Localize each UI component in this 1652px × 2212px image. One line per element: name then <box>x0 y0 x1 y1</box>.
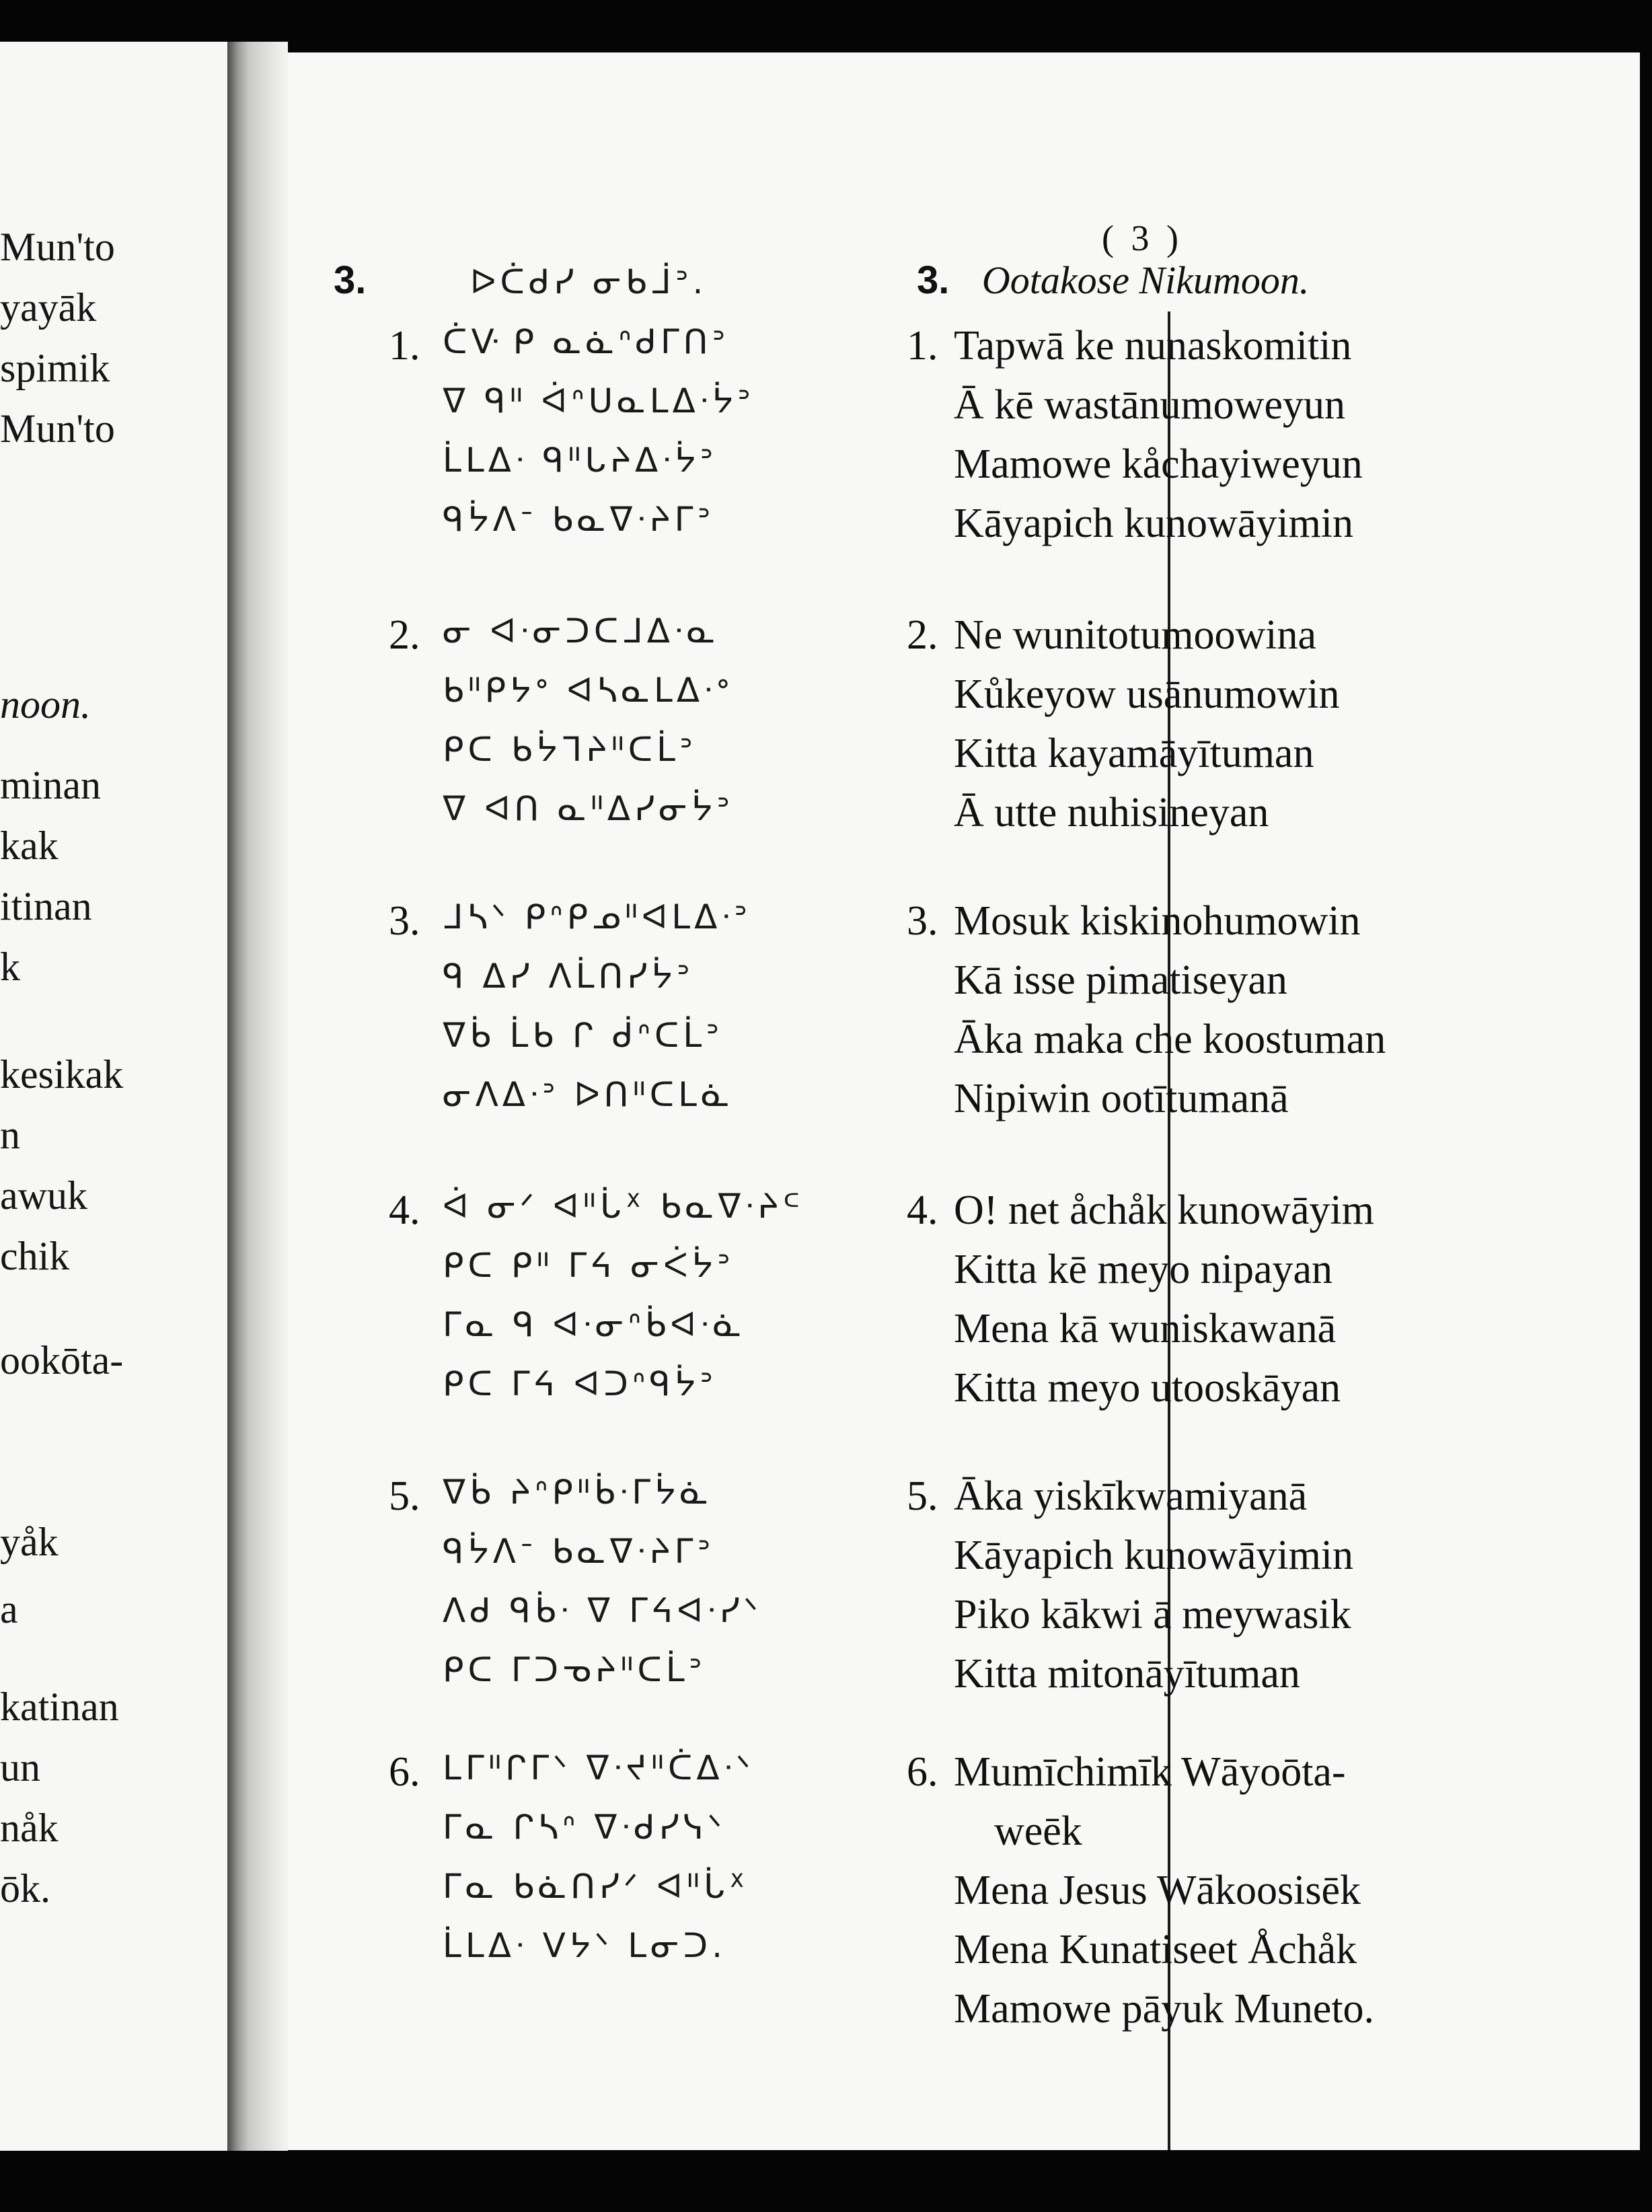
syllabic-verse-line: ᒥᓇ ᑲᓈᑎᓯᐟ ᐊᐦᒑᕽ <box>443 1867 749 1906</box>
roman-verse-line: Piko kākwi ā meywasik <box>954 1592 1351 1637</box>
left-page-line: nåk <box>0 1806 59 1850</box>
left-page-line: noon. <box>0 682 91 727</box>
syllabic-verse-line: ᑭᑕ ᑲᔮᒣᔨᐦᑕᒫᐣ <box>443 730 697 769</box>
roman-heading-title: Ootakose Nikumoon. <box>981 258 1310 302</box>
syllabic-verse-line: ᑲᐦᑭᔭᐤ ᐊᓴᓇᒪᐃᐧᐤ <box>443 671 734 710</box>
roman-verse-line: Mena kā wuniskawanā <box>954 1306 1337 1352</box>
roman-verse-line: Mena Kunatiseet Åchåk <box>954 1927 1357 1973</box>
syllabic-verse-line: ᓂᐱᐃᐧᐣ ᐅᑎᐦᑕᒪᓈ <box>443 1075 734 1114</box>
roman-verse-number: 2. <box>907 612 938 658</box>
syllabic-verse-line: ᐋ ᓂᐟ ᐊᐦᒑᕽ ᑲᓇᐁᐧᔨᒼ <box>443 1187 804 1226</box>
roman-verse-line: Ā utte nuhisineyan <box>954 790 1269 836</box>
syllabic-verse-line: ᑖᐻ ᑭ ᓇᓈᐢᑯᒥᑎᐣ <box>443 322 730 361</box>
syllabic-verse-line: ᒧᓴᐠ ᑭᐢᑭᓄᐦᐊᒪᐃᐧᐣ <box>443 897 751 936</box>
syllabic-verse-number: 4. <box>389 1187 420 1233</box>
roman-verse-line: Mena Jesus Wākoosisēk <box>954 1868 1361 1913</box>
roman-verse-line: Mamowe kåchayiweyun <box>954 441 1363 487</box>
left-page-line: yåk <box>0 1520 59 1564</box>
syllabic-verse-line: ᒫᒪᐃᐧ ᐯᔭᐠ ᒪᓂᑐ. <box>443 1926 727 1965</box>
syllabic-verse-line: ᒫᒪᐃᐧ ᑫᐦᒐᔨᐃᐧᔮᐣ <box>443 441 718 480</box>
left-page-line: ookōta- <box>0 1338 124 1382</box>
left-page-line: un <box>0 1745 40 1790</box>
roman-verse-number: 5. <box>907 1473 938 1519</box>
syllabic-verse-number: 6. <box>389 1749 420 1795</box>
left-page-line: ōk. <box>0 1866 50 1911</box>
roman-verse-line: Kitta kayamāyītuman <box>954 731 1314 776</box>
left-page-line: n <box>0 1113 20 1157</box>
syllabic-verse-number: 5. <box>389 1473 420 1519</box>
roman-verse-line: Nipiwin ootītumanā <box>954 1076 1289 1121</box>
syllabic-verse-line: ᓂ ᐊᐧᓂᑐᑕᒧᐃᐧᓇ <box>443 612 720 651</box>
left-page-line: kesikak <box>0 1052 124 1097</box>
syllabic-heading-title: ᐅᑖᑯᓯ ᓂᑲᒨᐣ. <box>470 262 708 301</box>
left-page-line: chik <box>0 1234 70 1278</box>
roman-heading-number: 3. <box>917 258 950 302</box>
roman-verse-number: 1. <box>907 323 938 369</box>
roman-verse-line: Tapwā ke nunaskomitin <box>954 323 1352 369</box>
book-gutter <box>227 42 288 2151</box>
syllabic-verse-line: ᐁᑳ ᒫᑲ ᒋ ᑰᐢᑕᒫᐣ <box>443 1016 723 1055</box>
roman-verse-line: Kitta mitonāyītuman <box>954 1651 1300 1697</box>
syllabic-heading-number: 3. <box>334 258 367 302</box>
left-page-line: minan <box>0 763 101 807</box>
roman-verse-line: Kā isse pimatiseyan <box>954 957 1287 1003</box>
syllabic-verse-line: ᒥᓇ ᒋᓴᐢ ᐁᐧᑯᓯᓭᐠ <box>443 1808 726 1847</box>
left-page-line: Mun'to <box>0 225 115 269</box>
roman-verse-line: weēk <box>994 1808 1082 1854</box>
left-page-line: a <box>0 1587 18 1631</box>
left-page-fragment <box>0 42 235 2151</box>
roman-verse-number: 4. <box>907 1187 938 1233</box>
roman-verse-line: Āka maka che koostuman <box>954 1017 1386 1062</box>
syllabic-verse-line: ᐱᑯ ᑫᑳᐧ ᐁ ᒥᔦᐊᐧᓯᐠ <box>443 1591 762 1630</box>
roman-verse-line: Kůkeyow usānumowin <box>954 671 1340 717</box>
left-page-line: yayāk <box>0 285 97 330</box>
syllabic-verse-line: ᒪᒥᐦᒋᒥᐠ ᐁᐧᔪᐦᑖᐃᐧᐠ <box>443 1748 755 1787</box>
left-page-line: kak <box>0 823 59 868</box>
left-page-line: spimik <box>0 346 110 390</box>
syllabic-verse-number: 2. <box>389 612 420 658</box>
syllabic-verse-number: 3. <box>389 898 420 944</box>
syllabic-verse-line: ᐁ ᑫᐦ ᐋᐢᑌᓇᒪᐃᐧᔮᐣ <box>443 381 755 420</box>
roman-verse-line: Āka yiskīkwamiyanā <box>954 1473 1308 1519</box>
roman-heading <box>917 258 1309 303</box>
roman-verse-number: 6. <box>907 1749 938 1795</box>
syllabic-verse-line: ᑫᔮᐱᐨ ᑲᓇᐁᐧᔨᒥᐣ <box>443 500 715 539</box>
roman-verse-line: Kāyapich kunowāyimin <box>954 1533 1354 1578</box>
roman-verse-line: Ne wunitotumoowina <box>954 612 1316 658</box>
syllabic-verse-line: ᑭᑕ ᑭᐦ ᒥᔦ ᓂᐹᔮᐣ <box>443 1246 735 1285</box>
syllabic-verse-line: ᑫ ᐃᓯ ᐱᒫᑎᓯᔮᐣ <box>443 957 694 996</box>
page-number: ( 3 ) <box>1102 218 1182 258</box>
left-page-line: Mun'to <box>0 406 115 451</box>
roman-verse-line: Ā kē wastānumoweyun <box>954 382 1345 428</box>
syllabic-verse-line: ᒥᓇ ᑫ ᐊᐧᓂᐢᑳᐊᐧᓈ <box>443 1305 746 1344</box>
syllabic-verse-line: ᑭᑕ ᒥᔦ ᐊᑐᐢᑫᔮᐣ <box>443 1364 717 1403</box>
syllabic-verse-number: 1. <box>389 323 420 369</box>
roman-verse-line: Mosuk kiskinohumowin <box>954 898 1361 944</box>
roman-verse-line: Mamowe pāyuk Muneto. <box>954 1986 1375 2032</box>
left-page-line: itinan <box>0 884 92 928</box>
syllabic-verse-line: ᑭᑕ ᒥᑐᓀᔨᐦᑕᒫᐣ <box>443 1650 706 1689</box>
right-page <box>288 52 1640 2150</box>
roman-verse-line: Kitta meyo utooskāyan <box>954 1365 1341 1411</box>
syllabic-verse-line: ᑫᔮᐱᐨ ᑲᓇᐁᐧᔨᒥᐣ <box>443 1532 715 1571</box>
syllabic-verse-line: ᐁ ᐊᑎ ᓇᐦᐃᓯᓂᔮᐣ <box>443 789 734 828</box>
roman-verse-line: Mumīchimīk Wāyoōta- <box>954 1749 1346 1795</box>
roman-verse-line: Kitta kē meyo nipayan <box>954 1247 1332 1292</box>
roman-verse-line: O! net åchåk kunowāyim <box>954 1187 1374 1233</box>
left-page-line: katinan <box>0 1685 119 1729</box>
left-page-line: k <box>0 945 20 989</box>
left-page-line: awuk <box>0 1173 87 1218</box>
syllabic-verse-line: ᐁᑳ ᔨᐢᑭᐦᑳᐧᒥᔮᓈ <box>443 1473 713 1512</box>
roman-verse-number: 3. <box>907 898 938 944</box>
roman-verse-line: Kāyapich kunowāyimin <box>954 501 1354 546</box>
syllabic-heading <box>334 258 707 303</box>
